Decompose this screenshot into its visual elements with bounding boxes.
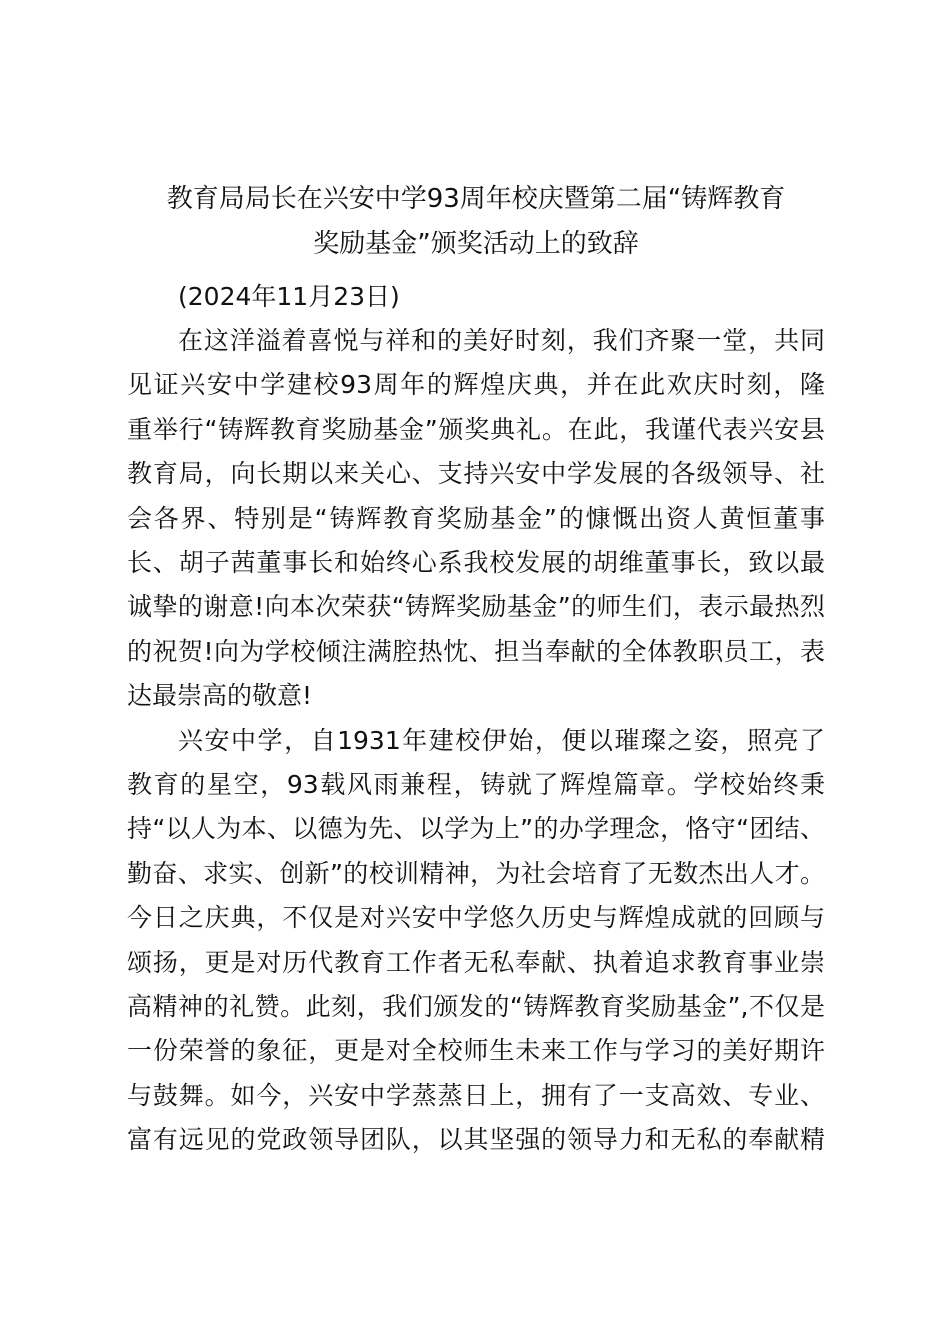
paragraph-line: 长、胡子茜董事长和始终心系我校发展的胡维董事长，致以最 [127,548,825,577]
paragraph-line: 富有远见的党政领导团队，以其坚强的领导力和无私的奉献精 [127,1125,825,1154]
paragraph-line: 会各界、特别是“铸辉教育奖励基金”的慷慨出资人黄恒董事 [127,504,825,533]
title-line: 教育局局长在兴安中学93周年校庆暨第二届“铸辉教育 [166,184,786,214]
paragraph-line: 高精神的礼赞。此刻，我们颁发的“铸辉教育奖励基金”,不仅是 [127,992,825,1021]
date-line: (2024年11月23日) [178,282,400,311]
paragraph-line: 的祝贺!向为学校倾注满腔热忱、担当奉献的全体教职员工，表 [127,637,825,666]
paragraph-line: 今日之庆典，不仅是对兴安中学悠久历史与辉煌成就的回顾与 [127,903,825,932]
paragraph-line: 诚挚的谢意!向本次荣获“铸辉奖励基金”的师生们，表示最热烈 [127,592,825,621]
paragraph-line: 教育的星空，93载风雨兼程，铸就了辉煌篇章。学校始终秉 [127,770,825,799]
paragraph-line: 教育局，向长期以来关心、支持兴安中学发展的各级领导、社 [127,459,825,488]
paragraph-line: 持“以人为本、以德为先、以学为上”的办学理念，恪守“团结、 [127,814,825,843]
paragraph-line: 一份荣誉的象征，更是对全校师生未来工作与学习的美好期许 [127,1036,825,1065]
paragraph-line: 重举行“铸辉教育奖励基金”颁奖典礼。在此，我谨代表兴安县 [127,415,825,444]
paragraph-line: 颂扬，更是对历代教育工作者无私奉献、执着追求教育事业崇 [127,948,825,977]
title-line: 奖励基金”颁奖活动上的致辞 [313,229,639,259]
paragraph-line: 与鼓舞。如今，兴安中学蒸蒸日上，拥有了一支高效、专业、 [127,1081,825,1110]
paragraph-line: 达最崇高的敬意! [127,681,313,710]
paragraph-line: 见证兴安中学建校93周年的辉煌庆典，并在此欢庆时刻，隆 [127,370,825,399]
paragraph-line: 兴安中学，自1931年建校伊始，便以璀璨之姿，照亮了 [178,726,825,755]
paragraph-line: 在这洋溢着喜悦与祥和的美好时刻，我们齐聚一堂，共同 [178,326,825,355]
paragraph-line: 勤奋、求实、创新”的校训精神，为社会培育了无数杰出人才。 [127,859,825,888]
